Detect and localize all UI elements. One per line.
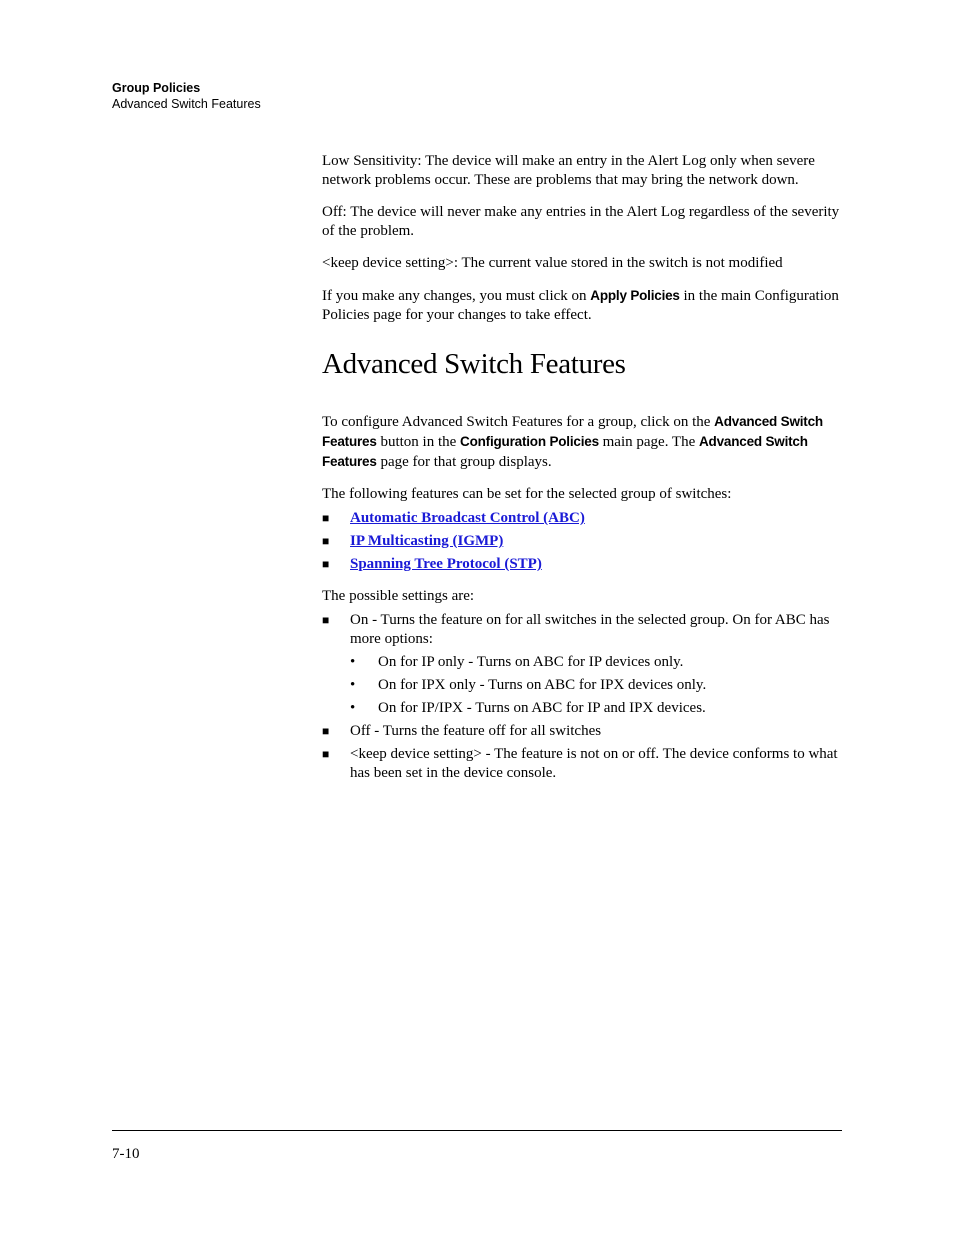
apply-policies-paragraph (322, 286, 846, 325)
abc-link[interactable]: Automatic Broadcast Control (ABC) (350, 510, 585, 526)
apply-policies-term: Apply Policies (590, 288, 680, 303)
square-bullet-icon: ■ (322, 511, 330, 525)
dot-bullet-icon: • (350, 654, 356, 670)
list-item (322, 555, 846, 574)
configure-text-1: To configure Advanced Switch Features for a group, click on the (322, 414, 715, 430)
setting-keep-text: <keep device setting> - The feature is not on or off. The device conforms to what has been set in the device console. (350, 746, 838, 781)
apply-text-post: in the main Configuration Policies page for your changes to take effect. (322, 288, 839, 323)
square-bullet-icon: ■ (322, 747, 330, 761)
square-bullet-icon: ■ (322, 534, 330, 548)
advanced-switch-features-page-term: Advanced Switch Features (322, 434, 808, 469)
apply-text-pre: If you make any changes, you must click on (322, 288, 591, 304)
keep-setting-paragraph: <keep device setting>: The current value stored in the switch is not modified (322, 255, 783, 271)
configure-text-3: main page. The (598, 434, 699, 450)
square-bullet-icon: ■ (322, 724, 330, 738)
list-item (350, 699, 846, 718)
square-bullet-icon: ■ (322, 613, 330, 627)
square-bullet-icon: ■ (322, 557, 330, 571)
stp-link[interactable]: Spanning Tree Protocol (STP) (350, 556, 542, 572)
page-number: 7-10 (112, 1146, 140, 1162)
list-item (322, 509, 846, 528)
feature-link-list (322, 509, 846, 574)
low-sensitivity-paragraph: Low Sensitivity: The device will make an entry in the Alert Log only when severe network problems occur. These are problems that may bring the network down. (322, 153, 815, 188)
list-item (322, 745, 846, 783)
abc-option-ipx: On for IPX only - Turns on ABC for IPX devices only. (378, 677, 707, 693)
settings-intro: The possible settings are: (322, 588, 475, 604)
setting-on-text: On - Turns the feature on for all switches in the selected group. On for ABC has more options: (350, 612, 830, 647)
list-item (322, 722, 846, 741)
footer-rule (112, 1130, 842, 1131)
list-item (350, 676, 846, 695)
section-heading: Advanced Switch Features (322, 348, 626, 380)
abc-options-list (350, 653, 846, 718)
configuration-policies-term: Configuration Policies (460, 434, 599, 449)
list-item (322, 532, 846, 551)
abc-option-ip: On for IP only - Turns on ABC for IP devices only. (378, 654, 684, 670)
off-paragraph: Off: The device will never make any entries in the Alert Log regardless of the severity of the problem. (322, 204, 840, 239)
igmp-link[interactable]: IP Multicasting (IGMP) (350, 533, 504, 549)
features-intro: The following features can be set for the selected group of switches: (322, 486, 732, 502)
configure-paragraph (322, 412, 846, 472)
configure-text-2: button in the (376, 434, 461, 450)
abc-option-ip-ipx: On for IP/IPX - Turns on ABC for IP and IPX devices. (378, 700, 706, 716)
dot-bullet-icon: • (350, 700, 356, 716)
list-item (322, 611, 846, 718)
settings-list (322, 611, 846, 783)
running-header (112, 80, 261, 112)
section-subtitle: Advanced Switch Features (112, 97, 261, 111)
main-content (322, 152, 846, 796)
list-item (350, 653, 846, 672)
dot-bullet-icon: • (350, 677, 356, 693)
setting-off-text: Off - Turns the feature off for all switches (350, 723, 602, 739)
chapter-title: Group Policies (112, 81, 201, 95)
advanced-switch-features-term: Advanced Switch Features (322, 414, 823, 449)
configure-text-4: page for that group displays. (376, 454, 552, 470)
